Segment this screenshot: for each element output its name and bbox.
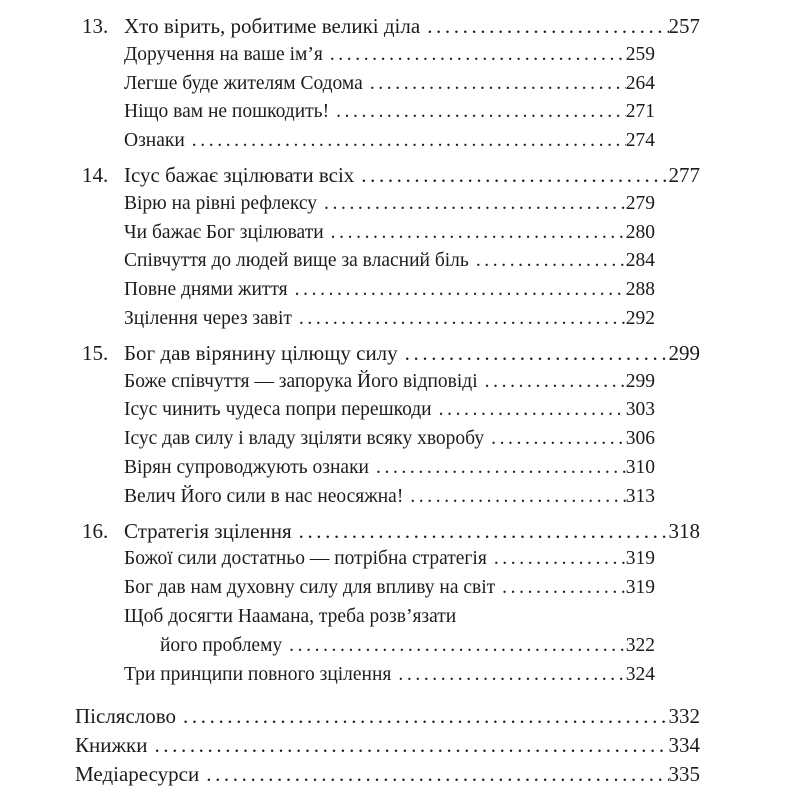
chapter-title: Бог дав вірянину цілющу силу [124,340,398,365]
dot-leader [282,632,626,661]
dot-leader [484,425,626,454]
entry-title: Вірян супроводжують ознаки [124,456,369,478]
entry-page-number: 324 [625,663,655,685]
entry-title: Легше буде жителям Содома [124,72,363,94]
toc-chapter-row [75,161,700,190]
dot-leader [363,70,626,99]
dot-leader [288,276,626,305]
entry-page-number: 292 [625,307,655,329]
entry-title: Зцілення через завіт [124,307,292,329]
entry-page-number: 313 [625,485,655,507]
toc-backmatter-row [75,731,700,760]
toc-entry-row [124,454,655,483]
toc-entry-row [124,219,655,248]
toc-chapter-block [0,339,800,512]
toc-backmatter-row [75,702,700,731]
dot-leader [469,247,626,276]
toc-entry-row [124,396,655,425]
toc-chapter-block [0,12,800,156]
entry-page-number: 303 [625,399,655,421]
backmatter-page-number: 335 [668,761,700,786]
backmatter-title: Книжки [75,733,148,758]
entry-page-number: 288 [625,279,655,301]
chapter-title: Хто вірить, робитиме великі діла [124,14,421,38]
entry-title: його проблему [160,634,283,656]
entry-title: Повне днями життя [124,279,288,301]
entry-title: Чи бажає Бог зцілювати [124,221,324,243]
backmatter-page-number: 334 [668,733,700,758]
dot-leader [354,161,668,190]
entry-page-number: 284 [625,250,655,272]
entry-page-number: 306 [625,428,655,450]
entry-title: Ісус дав силу і владу зціляти всяку хворобу [124,428,485,450]
entry-page-number: 299 [625,370,655,392]
entry-page-number: 271 [625,101,655,123]
toc-list [0,12,800,789]
entry-title: Ніщо вам не пошкодить! [124,101,330,123]
entry-page-number: 319 [625,577,655,599]
toc-entry-row [124,368,655,397]
toc-entry-row [124,41,655,70]
dot-leader [398,339,669,368]
dot-leader [495,574,626,603]
entry-title: Три принципи повного зцілення [124,663,392,685]
dot-leader [329,98,626,127]
toc-entry-row [124,483,655,512]
toc-chapter-row [75,339,700,368]
backmatter-page-number: 332 [668,704,700,729]
entry-page-number: 319 [625,548,655,570]
dot-leader [317,190,626,219]
dot-leader [324,219,626,248]
entry-title: Доручення на ваше ім’я [124,43,323,65]
entry-page-number: 259 [625,43,655,65]
chapter-number: 13. [82,14,109,38]
dot-leader [185,127,626,156]
toc-entry-row [124,276,655,305]
entry-page-number: 280 [625,221,655,243]
toc-entry-row [124,305,655,334]
entry-page-number: 279 [625,192,655,214]
chapter-page-number: 318 [668,518,700,543]
chapter-page-number: 277 [668,162,700,187]
toc-entry-row-second-line [124,632,655,661]
dot-leader [199,760,668,789]
entry-title: Божої сили достатньо — потрібна стратегія [124,548,487,570]
dot-leader [432,396,626,425]
toc-entry-row [124,425,655,454]
dot-leader [176,702,668,731]
chapter-number: 14. [82,162,109,187]
toc-chapter-row [75,12,700,41]
toc-entry-row [124,545,655,574]
entry-title: Бог дав нам духовну силу для впливу на світ [124,577,496,599]
entry-page-number: 310 [625,456,655,478]
dot-leader [292,305,626,334]
toc-chapter-block [0,161,800,334]
entry-title: Велич Його сили в нас неосяжна! [124,485,404,507]
toc-backmatter-section [0,702,800,788]
chapter-page-number: 257 [668,14,700,38]
entry-page-number: 322 [625,634,655,656]
dot-leader [420,12,668,41]
dot-leader [292,517,669,546]
backmatter-title: Післяслово [75,704,177,729]
toc-entry-row [124,574,655,603]
dot-leader [391,661,625,690]
backmatter-title: Медіаресурси [75,761,200,786]
dot-leader [487,545,626,574]
entry-title: Боже співчуття — запорука Його відповіді [124,370,478,392]
entry-title: Вірю на рівні рефлексу [124,192,318,214]
dot-leader [478,368,626,397]
entry-page-number: 264 [625,72,655,94]
chapter-number: 15. [82,340,109,365]
toc-entry-row [124,70,655,99]
entry-title: Співчуття до людей вище за власний біль [124,250,469,272]
toc-entry-row [124,127,655,156]
toc-entry-row [124,190,655,219]
toc-entry-row [124,98,655,127]
toc-chapter-block [0,517,800,690]
toc-entry-row [124,247,655,276]
dot-leader [403,483,625,512]
dot-leader [323,41,626,70]
toc-chapter-row [75,517,700,546]
dot-leader [369,454,626,483]
entry-title: Щоб досягти Наамана, треба розв’язати [124,605,457,627]
chapter-title: Стратегія зцілення [124,518,292,543]
chapter-number: 16. [82,518,109,543]
chapter-title: Ісус бажає зцілювати всіх [124,162,355,187]
toc-entry-row-first-line [124,603,700,632]
toc-entry-row [124,661,655,690]
entry-title: Ознаки [124,130,185,152]
toc-backmatter-row [75,760,700,789]
entry-page-number: 274 [625,130,655,152]
entry-title: Ісус чинить чудеса попри перешкоди [124,399,432,421]
chapter-page-number: 299 [668,340,700,365]
dot-leader [147,731,668,760]
